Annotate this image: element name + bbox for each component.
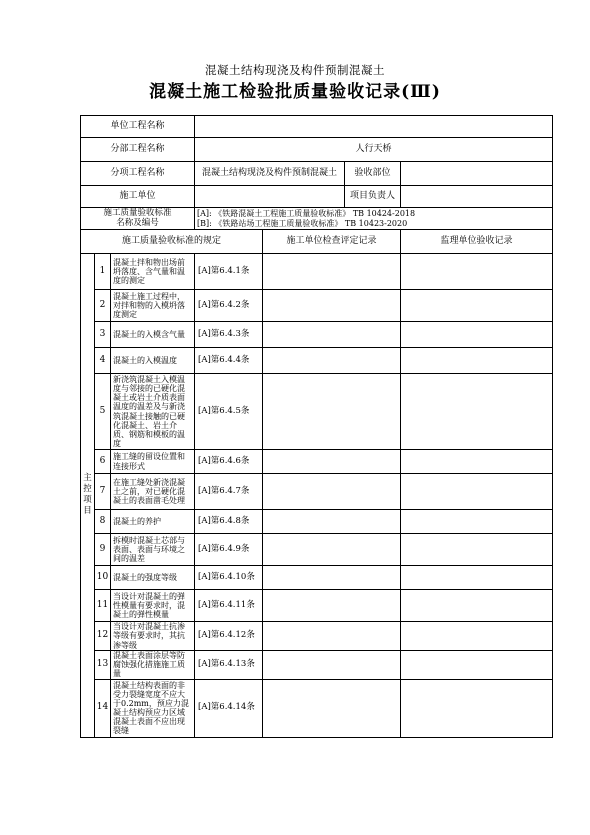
item-description: 当设计对混凝土抗渗等级有要求时，其抗渗等级 (111, 622, 195, 651)
item-contractor-check[interactable] (263, 590, 401, 622)
standard-value (195, 208, 553, 230)
item-clause: [A]第6.4.2条 (195, 290, 263, 322)
category-char: 主 (83, 473, 92, 484)
item-supervisor-record[interactable] (401, 679, 553, 737)
row-subdivision (81, 162, 553, 186)
item-clause: [A]第6.4.6条 (195, 450, 263, 474)
item-description: 混凝土拌和物出场前坍落度、含气量和温度的测定 (111, 254, 195, 290)
standard-label (81, 208, 195, 230)
project-manager-value[interactable] (401, 186, 553, 208)
item-row (81, 450, 553, 474)
item-number: 10 (95, 566, 111, 590)
item-description: 混凝土的入模温度 (111, 348, 195, 374)
item-row (81, 374, 553, 450)
row-unit-project (81, 116, 553, 138)
item-contractor-check[interactable] (263, 622, 401, 651)
item-contractor-check[interactable] (263, 679, 401, 737)
item-clause: [A]第6.4.1条 (195, 254, 263, 290)
item-number: 5 (95, 374, 111, 450)
row-construction-unit (81, 186, 553, 208)
item-description: 在施工缝处新浇混凝土之前，对已硬化混凝土的表面凿毛处理 (111, 474, 195, 510)
division-value[interactable]: 人行天桥 (195, 138, 553, 162)
item-contractor-check[interactable] (263, 534, 401, 566)
item-contractor-check[interactable] (263, 348, 401, 374)
item-description: 混凝土的养护 (111, 510, 195, 534)
item-clause: [A]第6.4.8条 (195, 510, 263, 534)
row-column-headers (81, 230, 553, 254)
item-clause: [A]第6.4.5条 (195, 374, 263, 450)
item-contractor-check[interactable] (263, 322, 401, 348)
category-main-control (81, 254, 95, 738)
item-supervisor-record[interactable] (401, 590, 553, 622)
subdivision-label: 分项工程名称 (81, 162, 195, 186)
item-row (81, 566, 553, 590)
item-description: 施工缝的留设位置和连接形式 (111, 450, 195, 474)
item-clause: [A]第6.4.3条 (195, 322, 263, 348)
item-supervisor-record[interactable] (401, 254, 553, 290)
item-number: 13 (95, 651, 111, 680)
item-description: 混凝土表面涂层等防腐蚀强化措施施工质量 (111, 651, 195, 680)
item-description: 混凝土的入模含气量 (111, 322, 195, 348)
item-contractor-check[interactable] (263, 510, 401, 534)
construction-unit-label: 施工单位 (81, 186, 195, 208)
item-clause: [A]第6.4.14条 (195, 679, 263, 737)
item-supervisor-record[interactable] (401, 566, 553, 590)
category-char: 目 (83, 506, 92, 517)
standard-a: [A]: 《铁路混凝土工程施工质量验收标准》 TB 10424-2018 (197, 208, 416, 218)
acceptance-part-value[interactable] (401, 162, 553, 186)
item-clause: [A]第6.4.12条 (195, 622, 263, 651)
row-division (81, 138, 553, 162)
item-row (81, 348, 553, 374)
item-description: 混凝土的强度等级 (111, 566, 195, 590)
item-contractor-check[interactable] (263, 374, 401, 450)
category-char: 控 (83, 484, 92, 495)
item-number: 11 (95, 590, 111, 622)
standard-b: [B]: 《铁路站场工程施工质量验收标准》 TB 10423-2020 (197, 218, 408, 228)
unit-project-value[interactable] (195, 116, 553, 138)
item-number: 1 (95, 254, 111, 290)
row-standard (81, 208, 553, 230)
item-number: 14 (95, 679, 111, 737)
item-number: 12 (95, 622, 111, 651)
subdivision-value[interactable]: 混凝土结构现浇及构件预制混凝土 (195, 162, 345, 186)
item-number: 8 (95, 510, 111, 534)
project-manager-label: 项目负责人 (345, 186, 401, 208)
item-supervisor-record[interactable] (401, 450, 553, 474)
item-row (81, 534, 553, 566)
item-row (81, 290, 553, 322)
item-supervisor-record[interactable] (401, 290, 553, 322)
item-description: 拆模时混凝土芯部与表面、表面与环境之间的温差 (111, 534, 195, 566)
item-contractor-check[interactable] (263, 450, 401, 474)
column-spec-header: 施工质量验收标准的规定 (81, 230, 263, 254)
item-clause: [A]第6.4.4条 (195, 348, 263, 374)
item-clause: [A]第6.4.9条 (195, 534, 263, 566)
item-contractor-check[interactable] (263, 290, 401, 322)
division-label: 分部工程名称 (81, 138, 195, 162)
item-row (81, 679, 553, 737)
standard-label-line1: 施工质量验收标准 (103, 208, 172, 219)
item-contractor-check[interactable] (263, 474, 401, 510)
item-contractor-check[interactable] (263, 566, 401, 590)
item-number: 4 (95, 348, 111, 374)
item-supervisor-record[interactable] (401, 322, 553, 348)
acceptance-record-table (80, 115, 553, 738)
item-row (81, 590, 553, 622)
item-number: 7 (95, 474, 111, 510)
item-contractor-check[interactable] (263, 651, 401, 680)
item-supervisor-record[interactable] (401, 534, 553, 566)
item-supervisor-record[interactable] (401, 622, 553, 651)
item-description: 混凝土结构表面的非受力裂缝宽度不应大于0.2mm，预应力混凝土结构预应力区域混凝土表面不应出现裂缝 (111, 679, 195, 737)
form-title: 混凝土施工检验批质量验收记录(Ⅲ) (149, 82, 441, 102)
item-row (81, 651, 553, 680)
item-supervisor-record[interactable] (401, 374, 553, 450)
item-number: 6 (95, 450, 111, 474)
item-row (81, 474, 553, 510)
column-contractor-header: 施工单位检查评定记录 (263, 230, 401, 254)
item-clause: [A]第6.4.13条 (195, 651, 263, 680)
column-supervisor-header: 监理单位验收记录 (401, 230, 553, 254)
category-char: 项 (83, 495, 92, 506)
item-description: 当设计对混凝土的弹性模量有要求时，混凝土的弹性模量 (111, 590, 195, 622)
item-supervisor-record[interactable] (401, 510, 553, 534)
item-supervisor-record[interactable] (401, 651, 553, 680)
item-description: 混凝土施工过程中，对拌和物的入模坍落度测定 (111, 290, 195, 322)
item-row (81, 510, 553, 534)
item-number: 2 (95, 290, 111, 322)
unit-project-label: 单位工程名称 (81, 116, 195, 138)
item-number: 3 (95, 322, 111, 348)
item-clause: [A]第6.4.11条 (195, 590, 263, 622)
item-supervisor-record[interactable] (401, 474, 553, 510)
acceptance-part-label: 验收部位 (345, 162, 401, 186)
form-subtitle: 混凝土结构现浇及构件预制混凝土 (205, 63, 385, 77)
standard-label-line2: 名称及编号 (116, 217, 159, 228)
item-row (81, 254, 553, 290)
item-description: 新浇筑混凝土入模温度与邻接的已硬化混凝土或岩土介质表面温度的温差及与新浇筑混凝土接触的已硬化混凝土、岩土介质、钢筋和模板的温度 (111, 374, 195, 450)
item-clause: [A]第6.4.10条 (195, 566, 263, 590)
item-supervisor-record[interactable] (401, 348, 553, 374)
item-clause: [A]第6.4.7条 (195, 474, 263, 510)
item-row (81, 322, 553, 348)
item-number: 9 (95, 534, 111, 566)
item-row (81, 622, 553, 651)
construction-unit-value[interactable] (195, 186, 345, 208)
main-control-items (81, 254, 553, 738)
item-contractor-check[interactable] (263, 254, 401, 290)
